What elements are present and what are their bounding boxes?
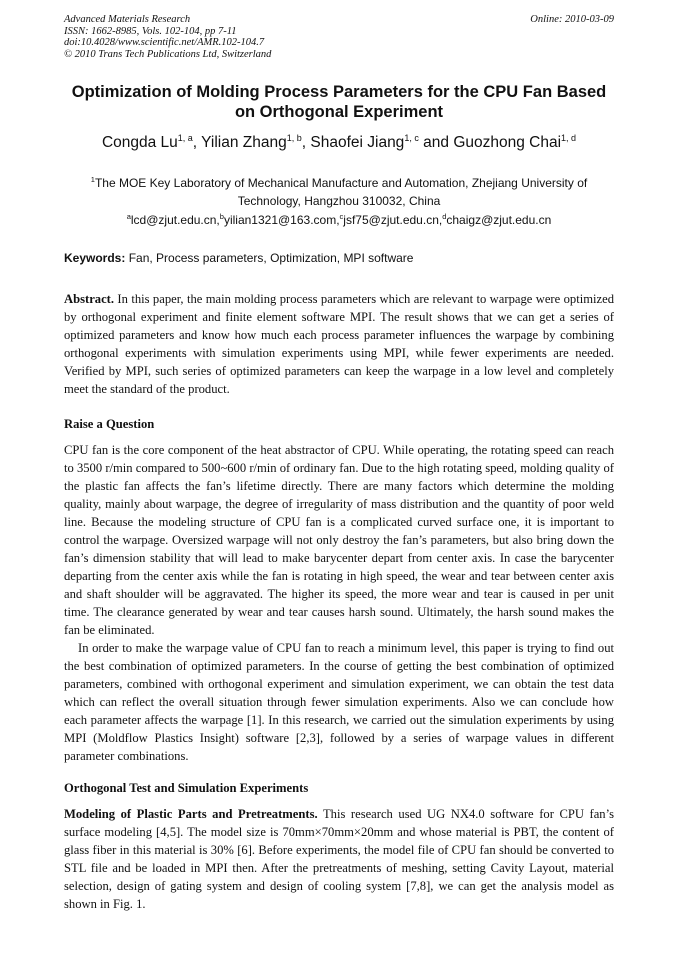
keywords-text: Fan, Process parameters, Optimization, MPI software — [125, 251, 414, 265]
section-heading-raise-question: Raise a Question — [64, 417, 155, 431]
journal-header — [64, 14, 271, 60]
affiliation-text: The MOE Key Laboratory of Mechanical Manufacture and Automation, Zhejiang University of Technology, Hangzhou 310032, China — [94, 176, 588, 208]
section-orthogonal — [64, 805, 614, 913]
paper-title: Optimization of Molding Process Parameters for the CPU Fan Based on Orthogonal Experiment — [71, 83, 607, 121]
paragraph: CPU fan is the core component of the heat abstractor of CPU. While operating, the rotating speed can reach to 3500 r/min compared to 500~600 r/min of ordinary fan. Due to the high rotating speed, molding quality of the plastic fan affects the fan’s lifetime directly. There are many factors which determine the molding quality, mainly about warpage, the degree of irregularity of mass distribution and the quantity of poor weld line. Because the modeling structure of CPU fan is a complicated curved surface one, it is important to control the warpage. Oversized warpage will not only destroy the fan’s parameters, but also bring down the fan’s dimension stability that will lead to make barycenter depart from center axis. In case the barycenter departing from the center axis while the fan is rotating in high speed, the wear and tear between center axis and shaft shoulder will be aggravated. The higher its speed, the more wear and tear is caused in per unit time. The clearance generated by wear and tear causes harsh sound. Ultimately, the harsh sound makes the fan be eliminated. — [64, 443, 614, 637]
keywords-label: Keywords: — [64, 251, 126, 265]
author-name: Congda Lu — [101, 134, 178, 152]
abstract-text: In this paper, the main molding process parameters which are relevant to warpage were optimized by orthogonal experiment and finite element software MPI. The result shows that we can get a series of optimized parameters and know how much each process parameter influences the warpage by combining orthogonal experiments with simulation experiments using MPI, while fewer experiments are needed. Verified by MPI, such series of optimized parameters can keep the warpage in a low level and completely meet the standard of the product. — [64, 292, 614, 396]
issn-line: ISSN: 1662-8985, Vols. 102-104, pp 7-11 — [64, 25, 237, 37]
email-address: jsf75@zjut.edu.cn, — [343, 213, 443, 227]
author-sup: 1, a — [177, 133, 193, 143]
author-name: Yilian Zhang — [201, 134, 287, 152]
subsection-lead: Modeling of Plastic Parts and Pretreatments. — [64, 807, 318, 821]
keywords — [64, 251, 614, 265]
section-raise-question — [64, 441, 614, 765]
section-heading-orthogonal: Orthogonal Test and Simulation Experiments — [64, 781, 309, 795]
doi-line: doi:10.4028/www.scientific.net/AMR.102-104.7 — [64, 37, 265, 48]
author-sup: 1, c — [404, 133, 419, 143]
author-sup: 1, d — [561, 133, 577, 143]
email-sup: d — [442, 212, 447, 221]
paragraph: In order to make the warpage value of CPU fan to reach a minimum level, this paper is trying to find out the best combination of optimized parameters. In the course of getting the best combination of optimized parameters, combined with orthogonal experiment and simulation experiment, we can obtain the test data which can reflect the overall situation through fewer simulation experiments. Also we can conclude how each parameter affects the warpage [1]. In this research, we carried out the simulation experiments by using MPI (Moldflow Plastics Insight) software [2,3], followed by a series of warpage values in different parameter combinations. — [64, 641, 614, 763]
abstract — [64, 290, 614, 398]
copyright-line: © 2010 Trans Tech Publications Ltd, Switzerland — [64, 48, 272, 60]
abstract-label: Abstract. — [64, 292, 115, 306]
author-sep: , — [301, 134, 311, 152]
author-sep: and — [418, 134, 454, 152]
paragraph: This research used UG NX4.0 software for CPU fan’s surface modeling [4,5]. The model size is 70mm×70mm×20mm and whose material is PBT, the content of glass fiber in this material is 30% [6]. Before experiments, the model file of CPU fan should be converted to STL file and be loaded in MPI then. After the pretreatments of meshing, setting Cavity Layout, material selection, design of gating system and design of cooling system [7,8], we can get the analysis model as shown in Fig. 1. — [64, 807, 614, 911]
email-address: yilian1321@163.com, — [223, 213, 340, 227]
email-sup: a — [126, 212, 131, 221]
email-list — [64, 212, 614, 227]
affiliation — [64, 171, 614, 210]
email-sup: b — [219, 212, 224, 221]
author-list — [64, 133, 614, 152]
author-sep: , — [192, 134, 202, 152]
affiliation-sup: 1 — [90, 175, 95, 184]
email-sup: c — [339, 212, 344, 221]
author-sup: 1, b — [286, 133, 302, 143]
author-name: Guozhong Chai — [453, 134, 562, 152]
journal-name: Advanced Materials Research — [64, 14, 191, 25]
author-name: Shaofei Jiang — [310, 134, 405, 152]
email-address: lcd@zjut.edu.cn, — [130, 213, 220, 227]
online-date: Online: 2010-03-09 — [530, 14, 614, 25]
email-address: chaigz@zjut.edu.cn — [446, 213, 552, 227]
